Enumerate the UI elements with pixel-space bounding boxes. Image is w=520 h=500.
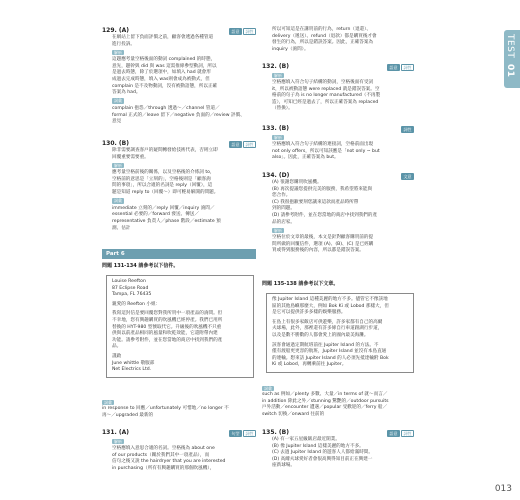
question-translation: 在網站上留下負面評價之前，顧客會透過各種管道 進行投訴。 <box>112 35 214 47</box>
question-set-title: 問題 131-134 請參考以下信件。 <box>102 263 179 269</box>
vocab-badge: 詞彙 <box>114 198 122 204</box>
tag: 文意 <box>401 173 414 180</box>
tag: 語意 <box>387 430 400 437</box>
question-tags <box>387 64 414 71</box>
question-set-title: 問題 135-138 請參考以下文章。 <box>262 281 339 287</box>
question-129 <box>102 27 256 126</box>
question-tags <box>229 28 256 35</box>
question-134 <box>262 172 414 255</box>
tag: 語意 <box>387 64 400 71</box>
tag: 詞性 <box>243 28 256 35</box>
vocab-badge: 詞彙 <box>114 98 122 104</box>
vocab-list: complain 抱怨／through 透過～／channel 管道／ formal 正式的／leave 留下／negative 負面的／review 評價、 意見 <box>112 105 245 125</box>
analysis-text: 空格應填入符合句子結構的動詞，空格後面有受詞 it，所以被動語態 were replaced 就是錯誤答案。空 格前的句子為 is no longer manufactured（不再製 造），可知已經是過去了，所以正確答案為 replaced （替換）。 <box>272 80 381 112</box>
analysis-text: 空格應填入符合句子結構的連接詞，空格前面出現 not only offers，所以可知該應是「not only ~ but also」。因此，正確答案為 but。 <box>272 142 380 161</box>
test-side-tab <box>504 30 520 88</box>
vocab-list: such as 例如／plenty 多數、大量／in terms of 就～而言／ in addition 除此之外／stunning 驚艷的／outdoor pursuits 戶外活動／encounter 遭遇／popular 受歡迎的／ferry 船／ switch 切換／onward 往前的 <box>262 392 389 417</box>
tag: 詞性 <box>243 141 256 148</box>
question-number: 132. (B) <box>262 62 289 70</box>
question-131 <box>102 429 256 472</box>
question-number: 131. (A) <box>102 428 130 436</box>
question-number: 134. (D) <box>262 171 290 179</box>
question-tags <box>387 430 414 437</box>
vocab-badge: 詞彙 <box>264 385 272 391</box>
answer-options: (A) 很謝您購買吹風機。 (B) 再次提議您提供完美的服務，我希望將來能與 您合作。 (C) 我很抱歉要刻您讓來這款而產品時所帶 到的問題。 (D) 請參考附件，並在您當地的商店中找到我們的產 品的店家。 <box>272 180 378 225</box>
question-number: 135. (B) <box>262 428 289 436</box>
tag: 詞性 <box>401 64 414 71</box>
analysis-badge: 解析 <box>274 72 282 78</box>
letter-box: Louise Reefton 87 Eclipse Road Tampa, FL 76435 親愛的 Reefton 小姐： 我寫這封信是要回覆您對我所買中一項產品的詢問。但 不幸地，您有興趣購買的吹風機已經停產。我們已用所 替換的 HYT-980 型號取代它。升級後的吹風機不只重 供與以前產品相同的風量和吹乾效能，它還附帶內建 功能。請參考附件，並在您當地的商店中找到我們的產 品。 謹啟 June whittle 敬服部 Net Electrics Ltd. <box>106 275 254 378</box>
analysis-badge: 解析 <box>274 134 282 140</box>
tag: 詞性 <box>243 430 256 437</box>
analysis-badge: 解析 <box>114 162 122 168</box>
question-132 <box>262 63 414 113</box>
vocab-badge: 詞彙 <box>104 399 112 405</box>
question-130 <box>102 140 256 232</box>
analysis-text: 應考量空格前後的關係，以及空格後的介係詞 to， 空格前的意思是「立刻的」，空格後則是「顧客詢 問的事項」，所以合適的名詞是 reply（回覆），這 題是知道 reply to（回覆～）即可輕易解開的問題。 <box>112 170 219 196</box>
answer-options: (A) 有一家五星級飯店最近開業。 (B) 像 Jupiter Island 這樣美麗的地方不多。 (C) 去過 Jupiter Island 的遊客人人都給滿時間。 (D) 高爾夫球愛好者會很高興得知目前正在興建一 座新球場。 <box>272 437 373 469</box>
question-number: 129. (A) <box>102 26 130 34</box>
tag: 詞性 <box>401 126 414 133</box>
question-tags <box>401 173 414 180</box>
analysis-badge: 解析 <box>274 227 282 233</box>
side-tab-label: TEST <box>505 34 515 59</box>
question-tags <box>229 141 256 148</box>
analysis-badge: 解析 <box>114 49 122 55</box>
question-number: 133. (B) <box>262 124 289 132</box>
question-number: 130. (B) <box>102 139 129 147</box>
tag: 語意 <box>229 141 242 148</box>
question-tags <box>229 430 256 437</box>
side-tab-number: 01 <box>505 64 515 78</box>
page-number: 013 <box>494 484 512 494</box>
analysis-badge: 解析 <box>114 438 122 444</box>
q131-continuation: 所以可知這是在講買前的行為，return（退還）、 delivery（遞送）、refund（退款）都是購買後才會 發生的行為，所以是錯誤答案。因此，正確答案為 inquiry（詢問）。 <box>272 27 377 52</box>
tag: 句型 <box>229 430 242 437</box>
analysis-text: 空格位於文章的最後，本文是針對顧客購買前的提 問所做的回覆信件，選項 (A)、(B)、(C) 是已經購 買或得到服務後的內容，所以都是錯誤答案。 <box>272 235 374 254</box>
part-header: Part 6 <box>102 249 256 259</box>
vocab-list: immediate 立刻的／reply 回覆／inquiry 詢問／ essential 必要的／forward 發送、傳送／ representative 負責人／phase 階段／estimate 預 測、估計 <box>112 205 221 231</box>
article-box: 像 Jupiter Island 這種美麗的地方不多。儘管它不像該地 區的其他島嶼那麼大，例如 Bok Ki 或 Lobod 那樣大，但 是它可以提供許多多樣的娛樂服務。 在島上有很多家飯店可供遊樂，許多家都有自己的高爾 夫球場，此外，那裡還有許多條自行車道跟湖行步道， 以及是數不勝數的人都會愛上的國內最美海灘。 該客會通過定期航班前往 Jupiter Island 的方法。不 僅有渡船更更容的航班，Jupiter Island 並沒有本島直通 的連輸。想來訪 Jupiter Island 的人必須先抵達輸附 Bok Ki 或 Lobod，再轉乘前往 Jupiter。 <box>266 293 414 373</box>
question-135 <box>262 429 414 470</box>
question-133 <box>262 125 414 162</box>
analysis-text: 空格應填入意思合適的名詞。空格後為 about one of our products（關於我們其中一項產品），而 信句之後又說 the hairdryer that you are interested in purchasing（所有有興趣購買的那個吹風機）， <box>112 446 226 471</box>
question-translation: 除非需要調查客戶的疑問轉發給技術代表，否則立即 回覆重要需要重。 <box>112 148 218 160</box>
tag: 詞性 <box>401 430 414 437</box>
question-tags <box>401 126 414 133</box>
tag: 語意 <box>229 28 242 35</box>
vocab-list: in response to 回應／unfortunately 可惜地／no longer 不 再～／upgraded 最新的 <box>102 406 229 418</box>
analysis-text: 這題應考量空格後面的動詞 complained 的時態， 意先，題幹與 did 與 was 這需推條參型動詞，所以 是過去時態，除了於選項中，如填入 had 就會形 成過去完成時態，填入 was則會成為被動式，但 complain 是不及物動詞，沒有被動語態，所以正確 答案為 had。 <box>112 57 218 96</box>
